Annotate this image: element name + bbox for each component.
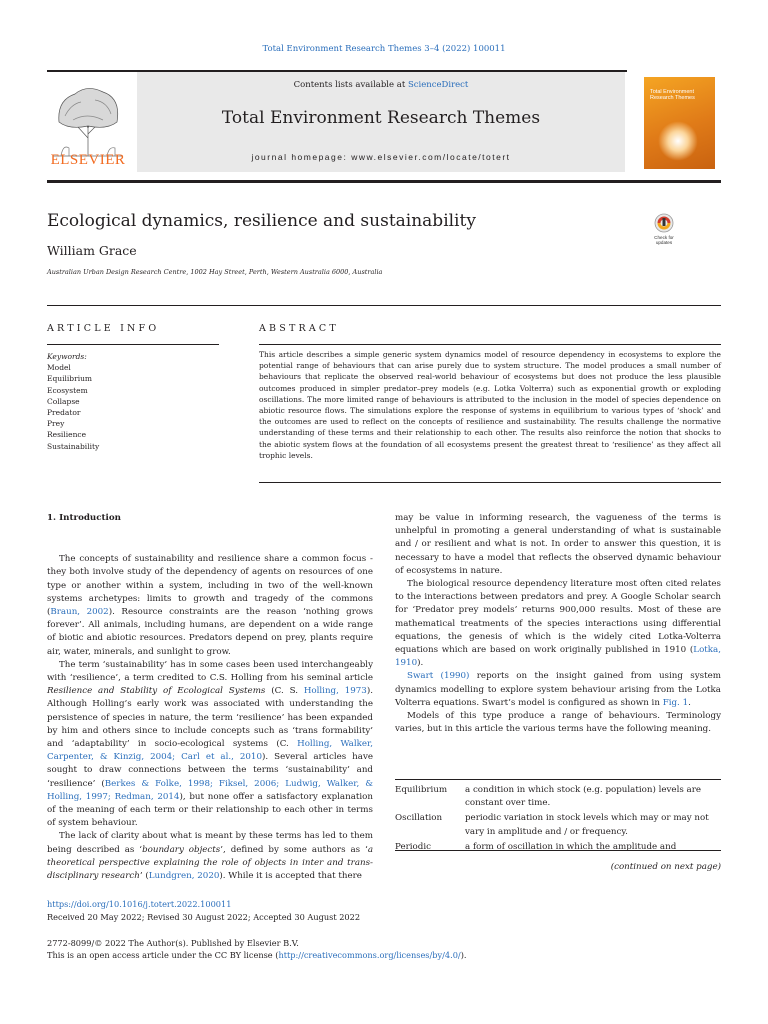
sciencedirect-link[interactable]: ScienceDirect	[407, 80, 469, 90]
article-info-heading: ARTICLE INFO	[47, 323, 160, 334]
elsevier-wordmark: ELSEVIER	[50, 152, 126, 168]
masthead-bottom-rule	[47, 180, 721, 183]
license-prefix: This is an open access article under the CC BY license (	[47, 950, 279, 960]
table-row	[395, 782, 721, 810]
text: ). Resource constraints are the reason ‘nothing grows forever’. All animals, including humans, are dependent on a wide range of biotic and abiotic resources. Predators depend on prey, plants require air, water, minerals, and sunlight to grow.	[47, 607, 373, 657]
definition-cell: periodic variation in stock levels which may or may not vary in amplitude and / or frequency.	[465, 813, 709, 837]
abstract-text: This article describes a simple generic system dynamics model of resource dependency in ecosystems to explore the potential range of behaviours that can arise purely due to system structure. The model produces a small number of behaviours that replicate the observed real-world behaviour of ecosystems but does not produce the less plausible outcomes produced in simpler predator–prey models (e.g. Lotka Volterra) such as exponential growth or exploding oscillations. The more limited range of behaviours is attributed to the inclusion in the model of species dependence on abiotic resource flows. The simulations explore the response of systems in equilibrium to various types of ‘shock’ and the outcomes are used to reflect on the concepts of resilience and sustainability. The results challenge the normative understanding of these terms and their relationship to each other. The results also reinforce the notion that shocks to the abiotic system flows at the foundation of all ecosystems present the greatest threat to ‘resilience’ as they affect all trophic levels.	[259, 350, 721, 460]
terms-table-bottom-rule	[395, 850, 721, 851]
paragraph	[47, 553, 373, 659]
cover-title: Total Environment Research Themes	[650, 89, 695, 102]
paragraph	[395, 578, 721, 670]
keyword: Model	[47, 363, 71, 373]
author-affiliation: Australian Urban Design Research Centre, 1002 Hay Street, Perth, Western Australia 6000, Australia	[47, 268, 383, 276]
citation-link[interactable]: Berkes & Folke, 1998; Fiksel, 2006; Ludwig, Walker, & Holling, 1997; Redman, 2014	[47, 778, 373, 802]
continued-note: (continued on next page)	[610, 862, 721, 872]
paragraph	[47, 830, 373, 883]
received-dates: Received 20 May 2022; Revised 30 August 2022; Accepted 30 August 2022	[47, 912, 361, 922]
doi-link[interactable]: https://doi.org/10.1016/j.totert.2022.100011	[47, 899, 232, 909]
table-row	[395, 810, 721, 838]
license-line	[47, 949, 466, 962]
keywords-list	[47, 351, 99, 452]
masthead	[47, 72, 721, 174]
journal-title: Total Environment Research Themes	[221, 108, 541, 128]
italic-quote: a theoretical perspective explaining the role of objects in inter and trans-disciplinary research	[47, 844, 373, 882]
journal-homepage: journal homepage: www.elsevier.com/locate/totert	[251, 152, 511, 162]
body-column-left	[47, 512, 373, 883]
info-top-rule	[47, 305, 721, 306]
term-cell: Equilibrium	[395, 785, 448, 795]
journal-cover-thumbnail[interactable]	[644, 77, 715, 169]
citation-link[interactable]: Braun, 2002	[50, 607, 109, 618]
terms-table	[395, 782, 721, 854]
text: The concepts of sustainability and resilience share a common focus - they both involve study of the dependency of agents on resources of one type or another within a system, including in two of the well-known systems archetypes: limits to growth and tragedy of the commons (	[47, 554, 373, 618]
text: ’, defined by some authors as ‘	[220, 844, 368, 855]
issn-copyright: 2772-8099/© 2022 The Author(s). Published by Elsevier B.V.	[47, 938, 299, 948]
contents-prefix: Contents lists available at	[293, 80, 408, 90]
term-cell: Oscillation	[395, 813, 443, 824]
citation-link[interactable]: Holling, Walker, Carpenter, & Kinzig, 2004; Carl et al., 2010	[47, 739, 373, 763]
author-name: William Grace	[47, 243, 137, 258]
article-info-rule	[47, 344, 219, 345]
text: ).	[417, 658, 424, 669]
paragraph: Models of this type produce a range of behaviours. Terminology varies, but in this article the various terms have the following meaning.	[395, 711, 721, 735]
text: .	[688, 697, 691, 708]
keyword: Collapse	[47, 396, 80, 406]
citation-link[interactable]: Lundgren, 2020	[148, 871, 220, 882]
keyword: Resilience	[47, 430, 87, 440]
table-row	[395, 839, 721, 854]
abstract-rule	[259, 344, 721, 345]
text: ), but none offer a satisfactory explanation of the meaning of each term or their relationship to each other in terms of system behaviour.	[47, 791, 373, 829]
figure-link[interactable]: Fig. 1	[662, 697, 689, 708]
keyword: Prey	[47, 419, 65, 429]
terms-table-top-rule	[395, 779, 721, 780]
article-title: Ecological dynamics, resilience and sustainability	[47, 211, 476, 231]
text: The biological resource dependency literature most often cited relates to the interactions between predators and prey. A Google Scholar search for ‘Predator prey models’ returns 900,000 results. Most of these are mathematical treatments of the species interactions using differential equations, the genesis of which is the widely cited Lotka-Volterra equations which are based on work originally published in 1910 (	[395, 579, 721, 656]
journal-masthead-box	[137, 72, 625, 172]
text: reports on the insight gained from using system dynamics modelling to explore system behaviour arising from the Lotka Volterra equations. Swart’s model is configured as shown in	[395, 671, 721, 708]
citation-link[interactable]: Swart (1990)	[407, 671, 470, 682]
abstract-bottom-rule	[259, 482, 721, 483]
definition-cell: a condition in which stock (e.g. population) levels are constant over time.	[465, 785, 702, 809]
paragraph: may be value in informing research, the vagueness of the terms is unhelpful in promoting a general understanding of what is sustainable and / or resilient and what is not. In order to answer this question, it is necessary to have a model that reflects the observed dynamic behaviour of ecosystems in nature.	[395, 513, 721, 576]
citation-link[interactable]: Holling, 1973	[303, 686, 367, 697]
text: The lack of clarity about what is meant by these terms has led to them being described as ‘	[47, 831, 373, 855]
keyword: Equilibrium	[47, 374, 93, 384]
journal-citation-link[interactable]: Total Environment Research Themes 3–4 (2022) 100011	[262, 44, 506, 54]
license-suffix: ).	[460, 950, 467, 960]
italic-title: Resilience and Stability of Ecological Systems	[47, 686, 266, 697]
keywords-label: Keywords:	[47, 352, 87, 361]
cover-graphic	[658, 121, 698, 161]
keyword: Predator	[47, 408, 81, 418]
text: ). Several articles have sought to draw connections between the terms ‘sustainability’ and ‘resilience’ (	[47, 752, 373, 789]
italic-term: boundary objects	[142, 844, 221, 855]
definition-cell: a form of oscillation in which the amplitude and	[465, 841, 677, 852]
text: ’ (	[139, 871, 149, 882]
text: (C. S.	[265, 686, 304, 697]
paragraph	[395, 670, 721, 710]
svg-text:Check for: Check for	[654, 235, 674, 240]
keyword: Ecosystem	[47, 385, 88, 395]
term-cell: Periodic	[395, 841, 431, 852]
keyword: Sustainability	[47, 441, 100, 451]
check-for-updates-icon[interactable]	[648, 212, 680, 248]
section-heading: 1. Introduction	[47, 513, 121, 523]
text: ). Although Holling’s early work was associated with understanding the persistence of species in nature, the term ‘resilience’ has been expanded by him and others since to include concepts such as ‘trans formability’ and ‘adaptability’ in socio-ecological systems (C.	[47, 686, 373, 750]
contents-line	[137, 80, 625, 90]
license-link[interactable]: http://creativecommons.org/licenses/by/4.0/	[278, 950, 461, 960]
citation-link[interactable]: Lotka, 1910	[395, 645, 721, 669]
body-column-right	[395, 512, 721, 736]
svg-text:updates: updates	[655, 240, 673, 245]
text: ). While it is accepted that there	[219, 871, 362, 882]
abstract-heading: ABSTRACT	[259, 323, 339, 334]
paragraph	[47, 659, 373, 831]
text: The term ‘sustainability’ has in some cases been used interchangeably with ‘resilience’, a term credited to C.S. Holling from his seminal article	[47, 659, 373, 684]
